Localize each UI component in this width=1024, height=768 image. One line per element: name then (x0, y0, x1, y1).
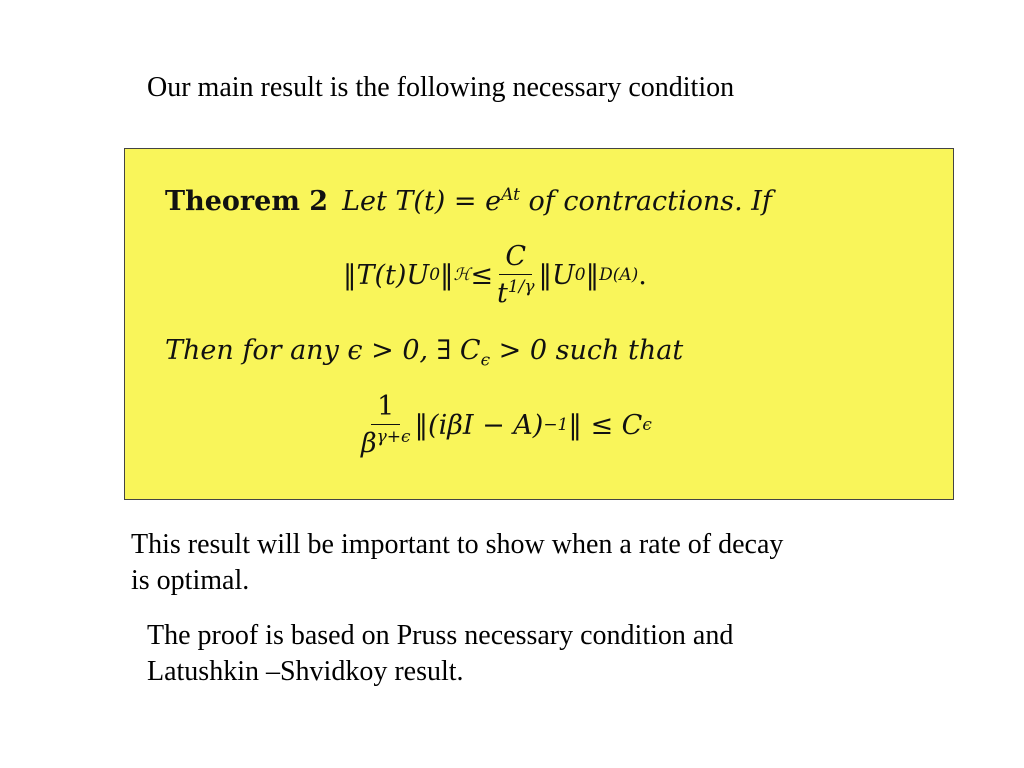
theorem-label: Theorem 2 (165, 186, 329, 217)
eq1-end: . (638, 259, 647, 291)
paragraph-proof-line1: The proof is based on Pruss necessary condition and (147, 620, 734, 651)
eq1-frac-den-sup: 1/γ (507, 277, 535, 297)
theorem-conclusion-line (165, 335, 683, 370)
theorem-box (124, 148, 954, 500)
paragraph-proof-line2: Latushkin –Shvidkoy result. (147, 656, 464, 687)
eq1-leq: ≤ (470, 259, 493, 291)
paragraph-optimality-line2: is optimal. (131, 565, 250, 596)
eq1-left: ‖T(t)U (343, 259, 430, 291)
eq2-body-sup: −1 (543, 415, 569, 435)
eq2-frac-den-sup: γ+ϵ (376, 427, 411, 447)
eq1-right-sub: 0 (574, 265, 586, 285)
theorem-line3-sub: ϵ (480, 350, 491, 371)
eq2-fraction (361, 391, 411, 459)
paragraph-optimality-line1: This result will be important to show when a rate of decay (131, 529, 784, 560)
theorem-line1-sup: At (501, 185, 520, 205)
eq1-right: ‖U (538, 259, 575, 291)
eq1-frac-denominator (497, 275, 535, 309)
theorem-equation-2 (357, 391, 652, 459)
eq1-frac-numerator: C (499, 241, 532, 275)
eq2-frac-den-base: β (361, 428, 377, 459)
eq1-right-norm: ‖ (585, 259, 600, 291)
theorem-equation-1 (343, 241, 647, 309)
theorem-line1-tail: of contractions. If (519, 186, 772, 217)
theorem-line3-text: Then for any ϵ > 0, ∃ C (165, 335, 481, 366)
eq1-left-norm-sub: ℋ (453, 265, 471, 285)
theorem-line1-text: Let T(t) = e (342, 186, 502, 217)
eq2-body: ‖(iβI − A) (414, 409, 544, 441)
theorem-statement-line (165, 185, 772, 217)
theorem-line3-tail: > 0 such that (490, 335, 684, 366)
eq2-frac-denominator (361, 425, 411, 459)
eq2-frac-numerator: 1 (371, 391, 400, 425)
eq1-frac-den-base: t (496, 278, 508, 309)
eq2-tail: ‖ ≤ C (568, 409, 643, 441)
slide-heading: Our main result is the following necessary condition (147, 72, 735, 103)
eq1-left-sub: 0 (429, 265, 441, 285)
eq1-left-norm: ‖ (440, 259, 454, 291)
eq2-tail-sub: ϵ (642, 415, 652, 435)
paragraph-proof (147, 618, 733, 690)
paragraph-optimality (131, 527, 783, 599)
eq1-fraction (497, 241, 535, 309)
eq1-right-norm-sub: D(A) (599, 265, 639, 285)
